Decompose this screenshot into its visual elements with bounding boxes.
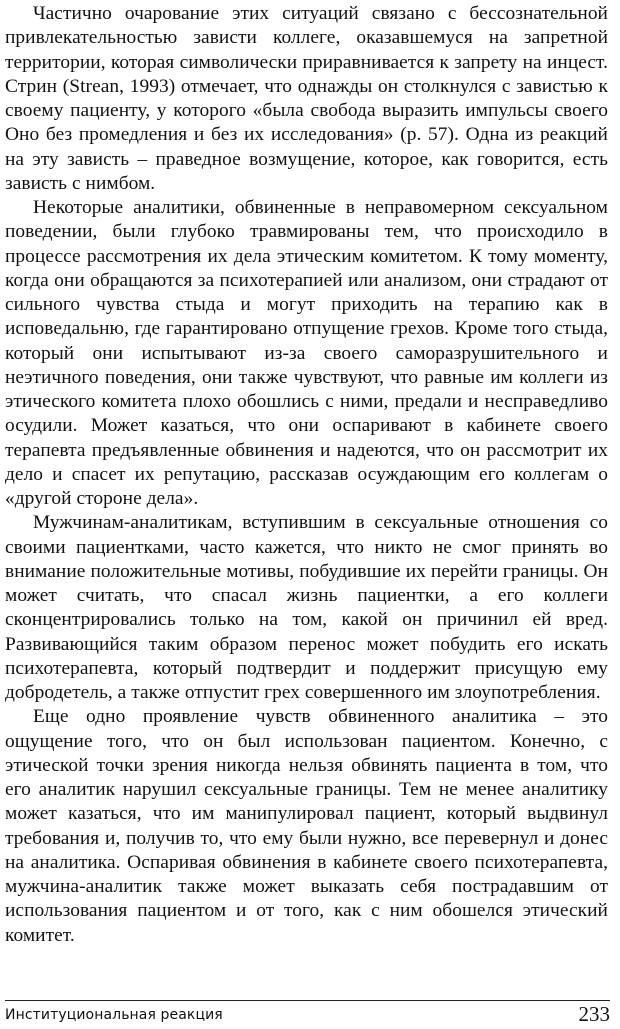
paragraph-4: Еще одно проявление чувств обвиненного аналитика – это ощущение того, что он был использован пациентом. Конечно, с этической точки зрения никогда нельзя обвинять пациента в том, что его аналитик нарушил сексуальные границы. Тем не менее аналитику может казаться, что им манипулировал пациент, который выдвинул требования и, получив то, что ему были нужно, все перевернул и донес на аналитика. Оспаривая обвинения в кабинете своего психотерапевта, мужчина-аналитик также может выказать себя пострадавшим от использования пациентом и от того, как с ним обошелся этический комитет. — [5, 706, 608, 946]
paragraph-3: Мужчинам-аналитикам, вступившим в сексуальные отношения со своими пациентками, часто кажется, что никто не смог принять во внимание положительные мотивы, побудившие их перейти границы. Он может считать, что спасал жизнь пациентки, а его коллеги сконцентрировались только на том, какой он причинил ей вред. Развивающийся таким образом перенос может побудить его искать психотерапевта, который подтвердит и поддержит присущую ему добродетель, а также отпустит грех совершенного им злоупотребления. — [5, 512, 608, 703]
paragraph-2: Некоторые аналитики, обвиненные в неправомерном сексуальном поведении, были глубоко травмированы тем, что происходило в процессе рассмотрения их дела этическим комитетом. К тому моменту, когда они обращаются за психотерапией или анализом, они страдают от сильного чувства стыда и могут приходить на терапию как в исповедальню, где гарантировано отпущение грехов. Кроме того стыда, который они испытывают из-за своего саморазрушительного и неэтичного поведения, они также чувствуют, что равные им коллеги из этического комитета плохо обошлись с ними, предали и несправедливо осудили. Может казаться, что они оспаривают в кабинете своего терапевта предъявленные обвинения и надеются, что он рассмотрит их дело и спасет их репутацию, рассказав осуждающим его коллегам о «другой стороне дела». — [5, 197, 608, 509]
page-number: 233 — [578, 1002, 610, 1026]
body-text — [5, 2, 608, 948]
paragraph-1: Частично очарование этих ситуаций связано с бессознательной привлекательностью зависти коллеге, оказавшемуся на запретной территории, которая символически приравнивается к запрету на инцест. Стрин (Strean, 1993) отмечает, что однажды он столкнулся с завистью к своему пациенту, у которого «была свобода выразить импульсы своего Оно без промедления и без их исследования» (р. 57). Одна из реакций на эту зависть – праведное возмущение, которое, как говорится, есть зависть с нимбом. — [5, 3, 608, 194]
running-title: Институциональная реакция — [5, 1007, 223, 1023]
footer-divider — [5, 1000, 610, 1001]
